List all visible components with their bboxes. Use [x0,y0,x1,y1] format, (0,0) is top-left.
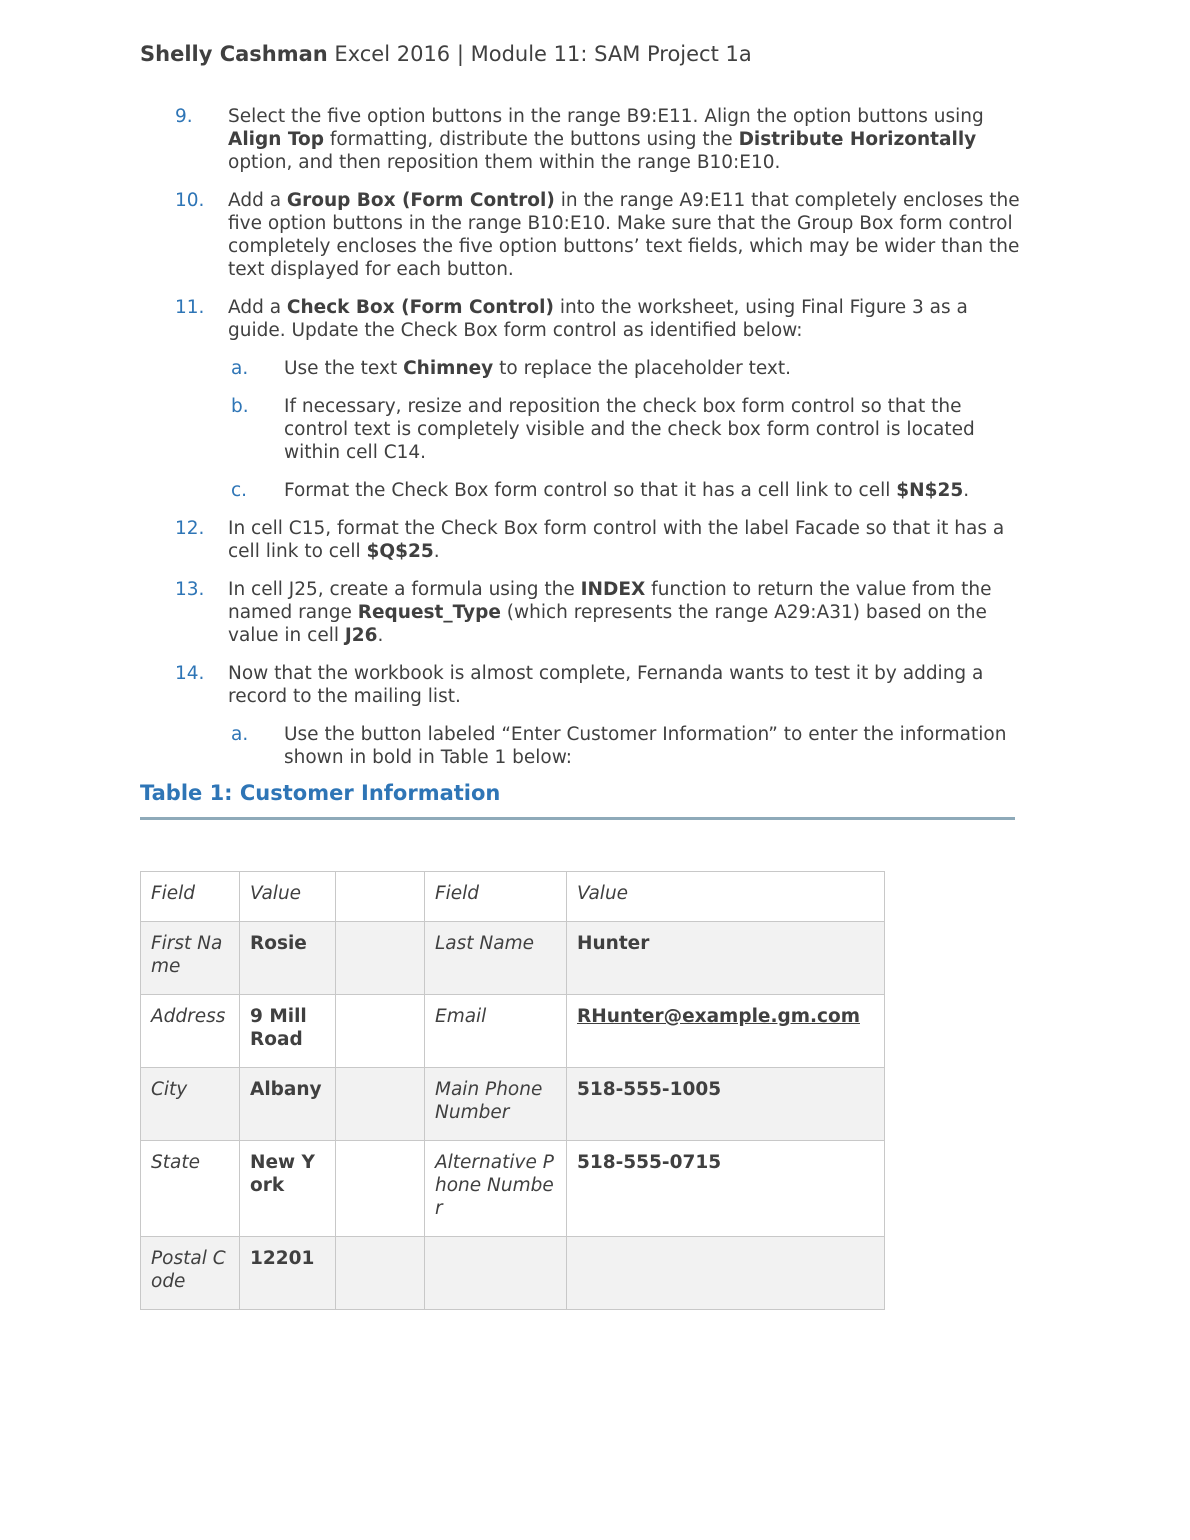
instruction-substep [140,357,1020,380]
step-number: 10. [175,190,205,211]
bold-text: J26 [344,625,378,646]
field-label-cell: Alternative Phone Number [425,1141,567,1237]
substep-text [284,479,1020,502]
text-run: Now that the workbook is almost complete, Fernanda wants to test it by adding a record to the mailing list. [228,663,984,707]
field-value-cell: 12201 [240,1237,336,1310]
spacer-cell [336,1237,425,1310]
table-row [141,995,885,1068]
instruction-step [140,105,1020,174]
field-value-cell: Rosie [240,922,336,995]
bold-text: INDEX [580,579,646,600]
field-value-cell: 518-555-0715 [567,1141,885,1237]
field-value-cell: New York [240,1141,336,1237]
field-label-cell: First Name [141,922,240,995]
bold-text: Distribute Horizontally [738,129,977,150]
text-run: into the worksheet, using Final Figure 3 as a guide. Update the Check Box form control as identified below: [228,297,968,341]
table-row [141,1141,885,1237]
text-run: . [377,625,384,646]
step-number: 11. [175,297,205,318]
field-value-cell: 9 Mill Road [240,995,336,1068]
field-value-cell: Value [567,872,885,922]
text-run: In cell J25, create a formula using the [228,579,581,600]
field-value-cell: Albany [240,1068,336,1141]
customer-info-table [140,871,885,1310]
text-run: (which represents the range A29:A31) based on the value in cell [228,602,987,646]
instruction-substep [140,395,1020,464]
table-row [141,1237,885,1310]
instruction-step [140,578,1020,647]
text-run: Use the text [284,358,404,379]
field-value-cell: Value [240,872,336,922]
spacer-cell [336,922,425,995]
bold-text: Check Box (Form Control) [286,297,554,318]
table-row [141,922,885,995]
spacer-cell [336,872,425,922]
text-run: in the range A9:E11 that completely encloses the five option buttons in the range B10:E10. Make sure that the Group Box form control completely encloses the five option buttons’ text fields, which may be wider than the text displayed for each button. [228,190,1020,280]
text-run: option, and then reposition them within the range B10:E10. [228,152,781,173]
field-value-cell [567,1237,885,1310]
substep-text [284,723,1020,769]
instruction-step [140,517,1020,563]
text-run: to replace the placeholder text. [493,358,792,379]
field-label-cell: State [141,1141,240,1237]
field-label-cell: Main Phone Number [425,1068,567,1141]
heading-rule [140,817,1015,820]
text-run: Select the five option buttons in the range B9:E11. Align the option buttons using [228,106,984,127]
substep-text [284,395,1020,464]
text-run: Add a [228,190,287,211]
field-label-cell: Postal Code [141,1237,240,1310]
text-run: . [433,541,440,562]
field-label-cell: Email [425,995,567,1068]
table-row [141,1068,885,1141]
field-value-cell: RHunter@example.gm.com [567,995,885,1068]
bold-text: $Q$25 [366,541,434,562]
instruction-step [140,662,1020,708]
substep-letter: a. [231,724,249,745]
bold-text: Chimney [403,358,494,379]
field-label-cell [425,1237,567,1310]
text-run: In cell C15, format the Check Box form control with the label Facade so that it has a cell link to cell [228,518,1005,562]
field-label-cell: Field [425,872,567,922]
substep-letter: b. [231,396,249,417]
text-run: If necessary, resize and reposition the check box form control so that the control text is completely visible and the check box form control is located within cell C14. [284,396,975,463]
header-title: Excel 2016 | Module 11: SAM Project 1a [327,42,752,66]
instruction-step [140,296,1020,342]
instruction-substep [140,723,1020,769]
field-label-cell: City [141,1068,240,1141]
step-text [228,517,1020,563]
step-number: 12. [175,518,205,539]
step-text [228,189,1020,281]
instruction-step [140,189,1020,281]
step-text [228,105,1020,174]
bold-text: Group Box (Form Control) [286,190,555,211]
spacer-cell [336,995,425,1068]
header-brand: Shelly Cashman [140,42,328,66]
table-row [141,872,885,922]
substep-letter: a. [231,358,249,379]
substep-letter: c. [231,480,248,501]
field-label-cell: Field [141,872,240,922]
step-number: 13. [175,579,205,600]
page-header [140,41,752,67]
spacer-cell [336,1068,425,1141]
substep-text [284,357,1020,380]
step-number: 14. [175,663,205,684]
bold-text: Request_Type [357,602,501,623]
instruction-substep [140,479,1020,502]
bold-text: Align Top [228,129,324,150]
text-run: Use the button labeled “Enter Customer Information” to enter the information shown in bold in Table 1 below: [284,724,1007,768]
bold-text: $N$25 [896,480,964,501]
step-number: 9. [175,106,193,127]
step-text [228,578,1020,647]
instruction-list [140,105,1020,784]
step-text [228,662,1020,708]
step-text [228,296,1020,342]
spacer-cell [336,1141,425,1237]
field-label-cell: Address [141,995,240,1068]
text-run: Format the Check Box form control so that it has a cell link to cell [284,480,897,501]
field-value-cell: Hunter [567,922,885,995]
table-heading: Table 1: Customer Information [140,781,501,805]
field-label-cell: Last Name [425,922,567,995]
text-run: . [963,480,970,501]
field-value-cell: 518-555-1005 [567,1068,885,1141]
text-run: Add a [228,297,287,318]
text-run: formatting, distribute the buttons using the [323,129,739,150]
text-run: function to return the value from the named range [228,579,992,623]
